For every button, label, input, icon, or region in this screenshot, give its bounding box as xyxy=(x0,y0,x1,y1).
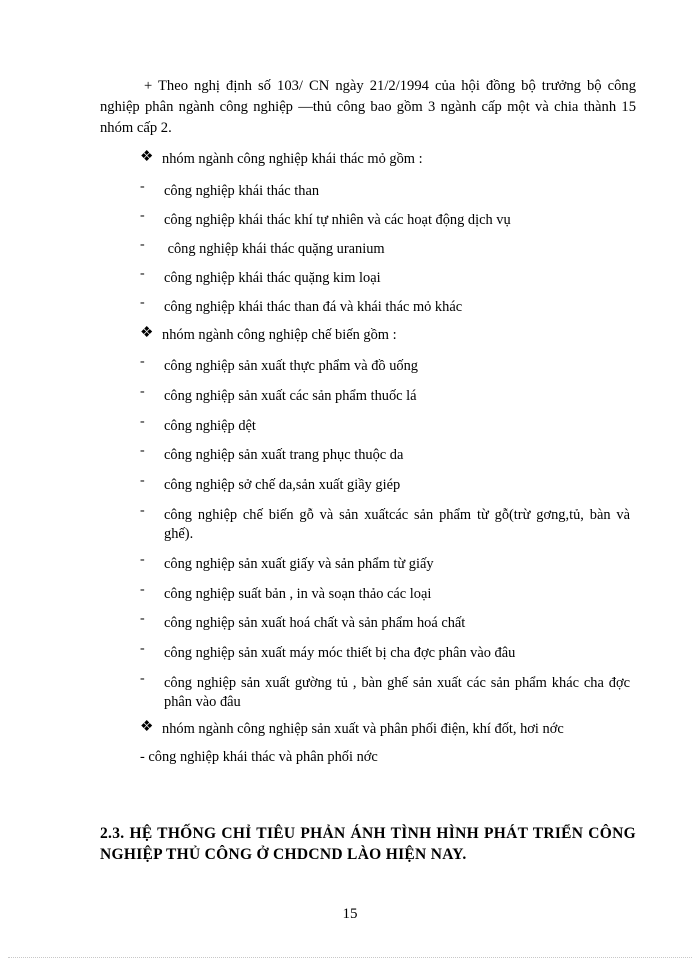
dash-bullet: - xyxy=(140,354,145,369)
list-item: - công nghiệp sản xuất thực phẩm và đồ uống xyxy=(140,354,418,374)
list-item: - công nghiệp khái thác than xyxy=(140,179,320,199)
intro-paragraph: + Theo nghị định số 103/ CN ngày 21/2/1994 của hội đồng bộ trưởng bộ công nghiệp phân ngành công nghiệp —thủ công bao gồm 3 ngành cấp một và chia thành 15 nhóm cấp 2. xyxy=(100,78,636,136)
list-item: - công nghiệp dệt xyxy=(140,414,256,434)
list-item: - công nghiệp sản xuất máy móc thiết bị cha đợc phân vào đâu xyxy=(140,641,516,661)
list-item: - công nghiệp khái thác quặng uranium xyxy=(140,237,385,257)
dash-bullet: - xyxy=(140,552,145,567)
dash-bullet: - xyxy=(140,266,145,281)
dash-bullet: - xyxy=(140,473,145,488)
section-heading: 2.3. HỆ THỐNG CHỈ TIÊU PHẢN ÁNH TÌNH HÌNH PHÁT TRIỂN CÔNG NGHIỆP THỦ CÔNG Ở CHDCND LÀO HIỆN NAY. xyxy=(100,825,636,863)
list-item: - công nghiệp suất bản , in và soạn thảo các loại xyxy=(140,582,432,602)
dash-bullet: - xyxy=(140,414,145,429)
page-bottom-divider xyxy=(8,957,692,958)
dash-bullet: - xyxy=(140,582,145,597)
dash-bullet: - xyxy=(140,208,145,223)
diamond-bullet-icon: ❖ xyxy=(140,719,154,735)
dash-bullet: - xyxy=(140,237,145,252)
dash-bullet: - xyxy=(140,611,145,626)
group-heading-mining xyxy=(140,150,640,169)
list-item: - công nghiệp khái thác than đá và khái thác mỏ khác xyxy=(140,295,463,315)
list-item: - công nghiệp sở chế da,sản xuất giầy giép xyxy=(140,473,401,493)
list-item: - công nghiệp sản xuất các sản phẩm thuốc lá xyxy=(140,384,417,404)
list-item: - công nghiệp khái thác khí tự nhiên và các hoạt động dịch vụ xyxy=(140,208,511,228)
group-title: nhóm ngành công nghiệp sản xuất và phân phối điện, khí đốt, hơi nớc xyxy=(162,721,564,737)
list-item: - công nghiệp sản xuất gường tủ , bàn ghế sản xuất các sản phẩm khác cha đợc phân vào đâu xyxy=(140,671,630,710)
dash-bullet: - xyxy=(140,641,145,656)
list-item: - công nghiệp sản xuất hoá chất và sản phẩm hoá chất xyxy=(140,611,466,631)
diamond-bullet-icon: ❖ xyxy=(140,149,154,165)
dash-bullet: - xyxy=(140,443,145,458)
dash-bullet: - xyxy=(140,179,145,194)
dash-bullet: - xyxy=(140,384,145,399)
group-title: nhóm ngành công nghiệp chế biến gồm : xyxy=(162,327,397,343)
list-item: - công nghiệp sản xuất trang phục thuộc da xyxy=(140,443,404,463)
diamond-bullet-icon: ❖ xyxy=(140,325,154,341)
list-item: - công nghiệp khái thác và phân phối nớc xyxy=(140,749,378,765)
dash-bullet: - xyxy=(140,295,145,310)
group-heading-utilities xyxy=(140,720,640,739)
group-title: nhóm ngành công nghiệp khái thác mỏ gồm : xyxy=(162,151,423,167)
list-item: - công nghiệp khái thác quặng kim loại xyxy=(140,266,381,286)
page-number: 15 xyxy=(342,906,358,922)
list-item: - công nghiệp chế biến gỗ và sản xuấtcác sản phẩm từ gỗ(trừ gơng,tủ, bàn và ghế). xyxy=(140,503,630,542)
list-item: - công nghiệp sản xuất giấy và sản phẩm từ giấy xyxy=(140,552,434,572)
group-heading-processing xyxy=(140,326,640,345)
dash-bullet: - xyxy=(140,503,145,518)
dash-bullet: - xyxy=(140,671,145,686)
